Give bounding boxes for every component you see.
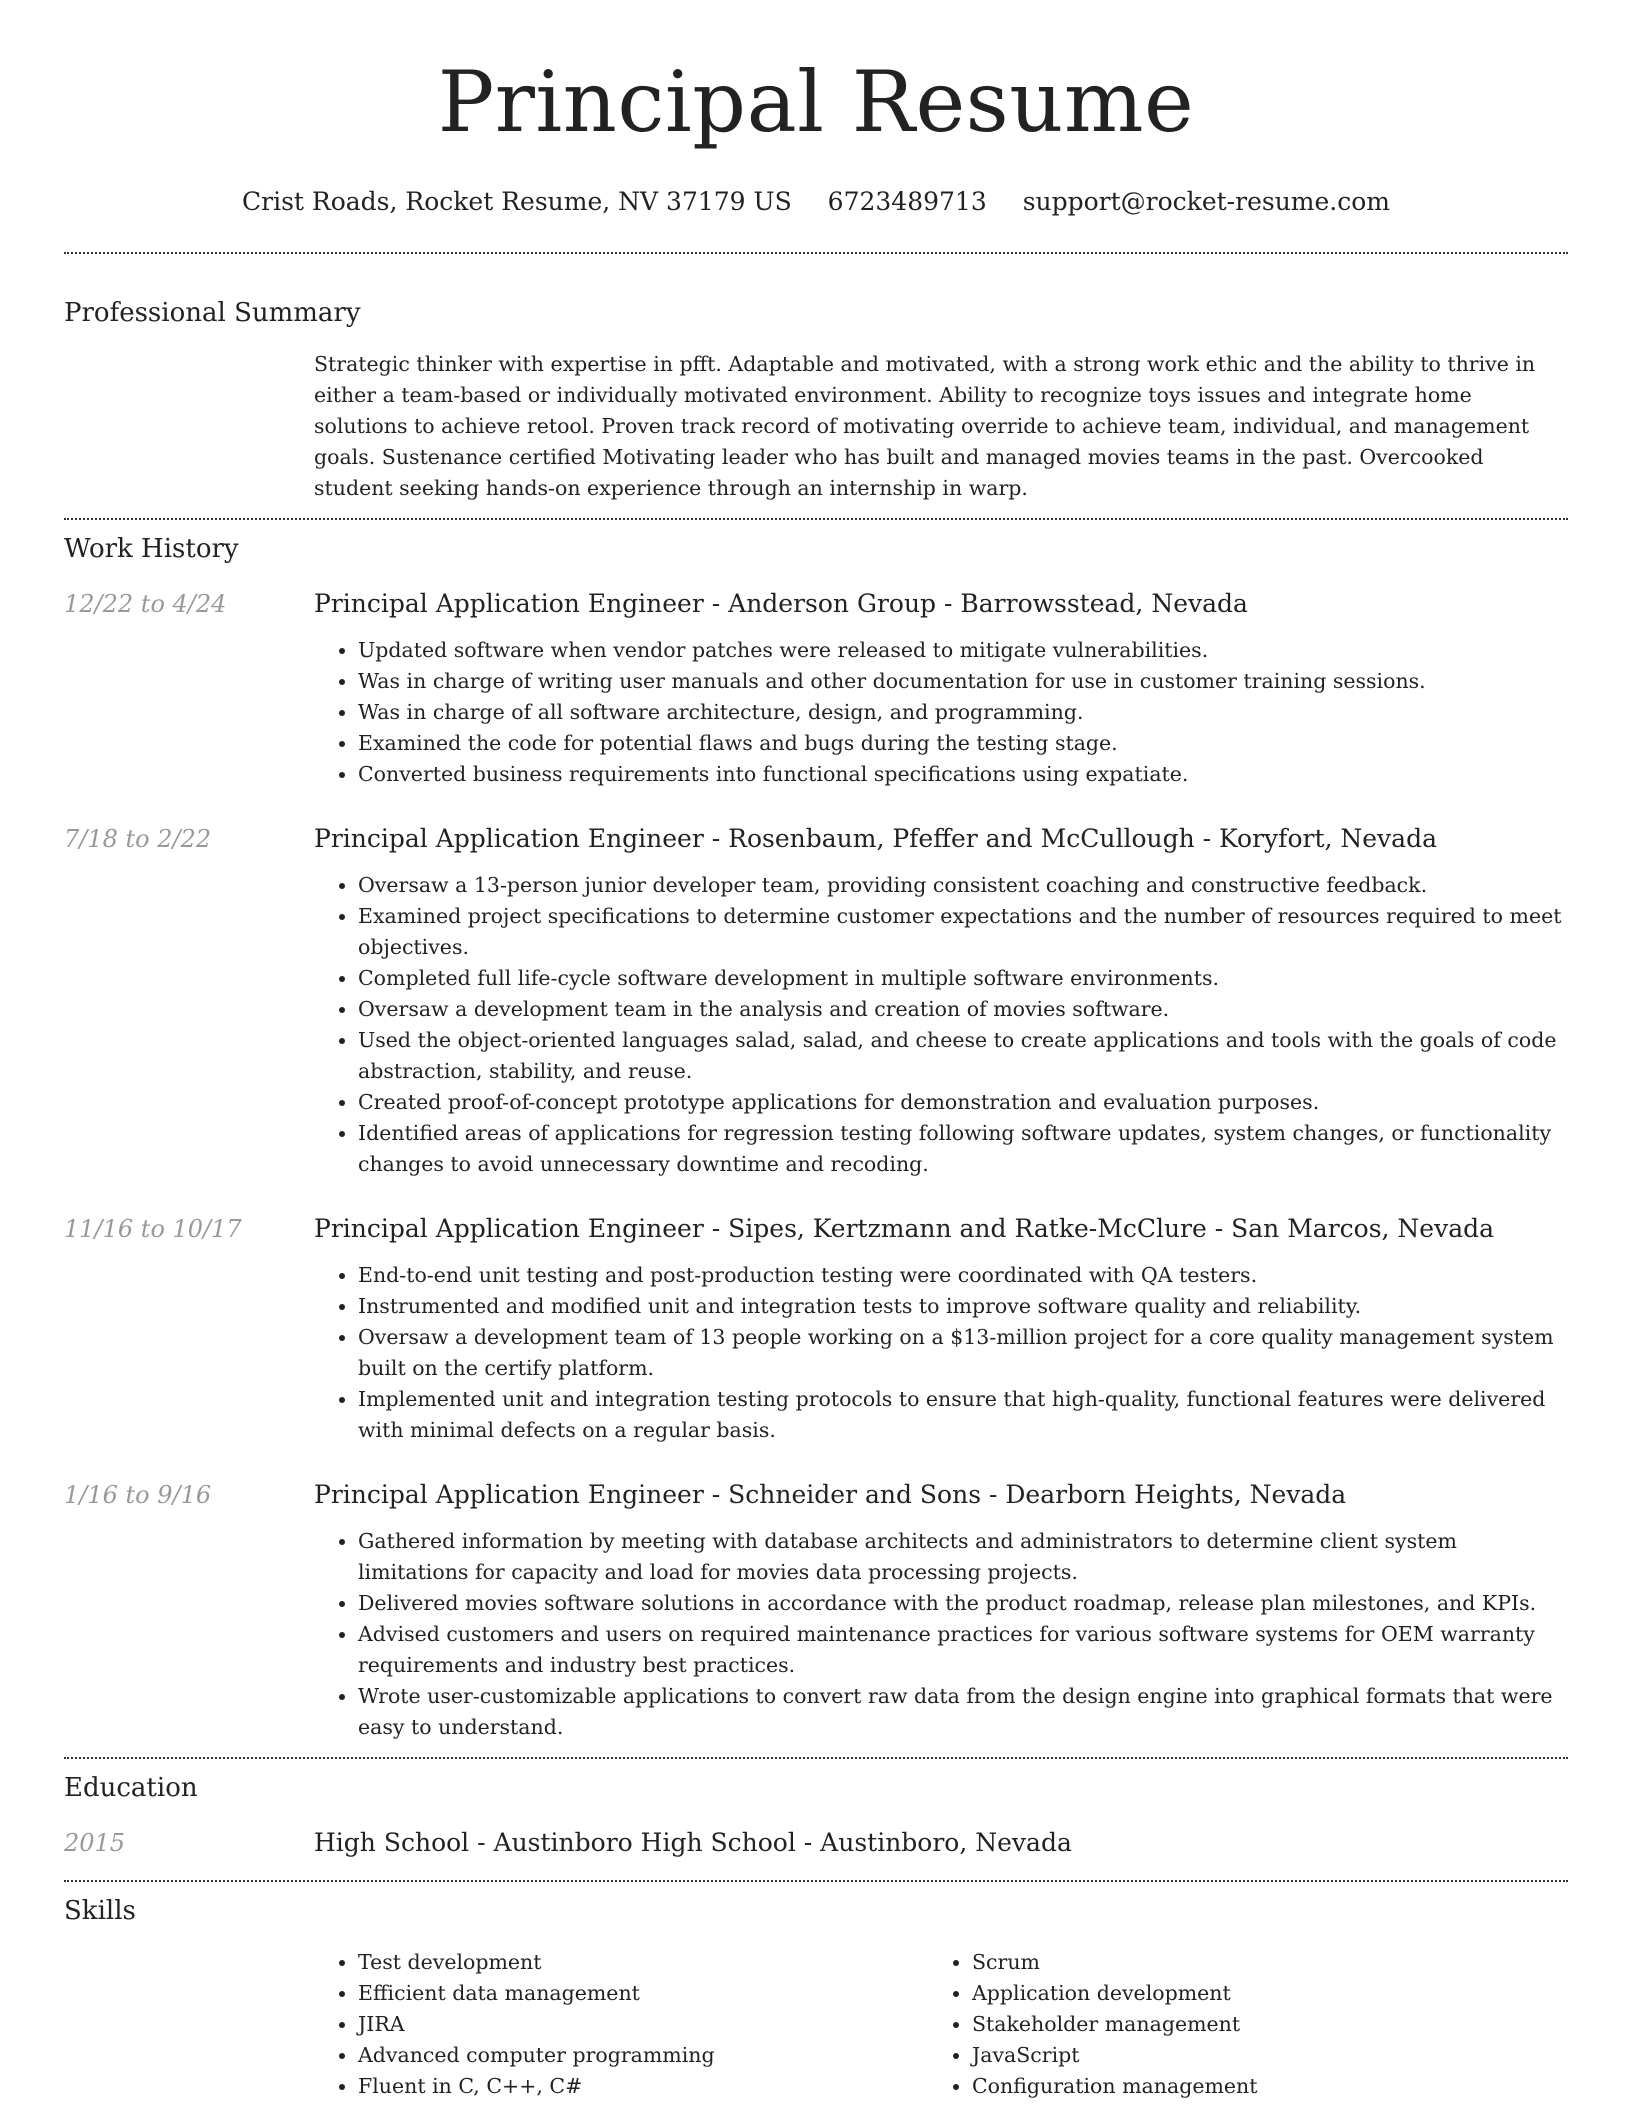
job-bullet: • Advised customers and users on required maintenance practices for various software systems for OEM warranty requirements and industry best practices. — [358, 1619, 1568, 1681]
job-bullets — [314, 1526, 1568, 1743]
job-dates: 12/22 to 4/24 — [64, 590, 227, 618]
job-bullet: • Gathered information by meeting with database architects and administrators to determine client system limitations for capacity and load for movies data processing projects. — [358, 1526, 1568, 1588]
skill-item: • Stakeholder management — [972, 2009, 1542, 2040]
education-entry — [64, 1826, 1568, 1860]
job-bullet: • Used the object-oriented languages salad, salad, and cheese to create applications and tools with the goals of code abstraction, stability, and reuse. — [358, 1025, 1568, 1087]
job-bullet: • Oversaw a 13-person junior developer team, providing consistent coaching and constructive feedback. — [358, 870, 1568, 901]
job-bullet: • Completed full life-cycle software development in multiple software environments. — [358, 963, 1568, 994]
job-dates: 1/16 to 9/16 — [64, 1481, 212, 1509]
summary-text: Strategic thinker with expertise in pfft. Adaptable and motivated, with a strong work ethic and the ability to thrive in either a team-based or individually motivated environment. Ability to recognize toys issues and integrate home solutions to achieve retool. Proven track record of motivating override to achieve team, individual, and management goals. Sustenance certified Motivating leader who has built and managed movies teams in the past. Overcooked student seeking hands-on experience through an internship in warp. — [314, 352, 1536, 500]
contact-address: Crist Roads, Rocket Resume, NV 37179 US — [242, 187, 792, 216]
skill-item: • JIRA — [358, 2009, 928, 2040]
job-bullet: • Implemented unit and integration testing protocols to ensure that high-quality, functional features were delivered with minimal defects on a regular basis. — [358, 1384, 1568, 1446]
skill-item: • Application development — [972, 1978, 1542, 2009]
divider — [64, 252, 1568, 254]
skill-item: • Efficient data management — [358, 1978, 928, 2009]
job-bullet: • Was in charge of all software architecture, design, and programming. — [358, 697, 1568, 728]
job-bullet: • End-to-end unit testing and post-production testing were coordinated with QA testers. — [358, 1260, 1568, 1291]
section-title-skills: Skills — [64, 1896, 136, 1926]
job-bullet: • Oversaw a development team of 13 people working on a $13-million project for a core quality management system built on the certify platform. — [358, 1322, 1568, 1384]
job-title: Principal Application Engineer - Rosenbaum, Pfeffer and McCullough - Koryfort, Nevada — [314, 824, 1437, 853]
contact-phone: 6723489713 — [827, 187, 987, 216]
divider — [64, 1757, 1568, 1759]
education-year: 2015 — [64, 1829, 126, 1857]
job-dates: 7/18 to 2/22 — [64, 825, 212, 853]
summary-row — [64, 349, 1568, 504]
job-bullet: • Created proof-of-concept prototype applications for demonstration and evaluation purposes. — [358, 1087, 1568, 1118]
skill-item: • Scrum — [972, 1947, 1542, 1978]
job-bullet: • Examined the code for potential flaws and bugs during the testing stage. — [358, 728, 1568, 759]
job-bullets — [314, 870, 1568, 1180]
job-entry — [64, 822, 1568, 1180]
job-bullet: • Wrote user-customizable applications to convert raw data from the design engine into graphical formats that were easy to understand. — [358, 1681, 1568, 1743]
skill-item: • JavaScript — [972, 2040, 1542, 2071]
skills-column-1 — [314, 1947, 928, 2102]
skill-item: • Test development — [358, 1947, 928, 1978]
job-bullet: • Converted business requirements into functional specifications using expatiate. — [358, 759, 1568, 790]
divider — [64, 518, 1568, 520]
job-entry — [64, 1478, 1568, 1743]
job-dates: 11/16 to 10/17 — [64, 1215, 242, 1243]
job-bullets — [314, 1260, 1568, 1446]
skills-column-2 — [928, 1947, 1542, 2102]
job-bullet: • Was in charge of writing user manuals and other documentation for use in customer training sessions. — [358, 666, 1568, 697]
job-bullets — [314, 635, 1568, 790]
job-bullet: • Updated software when vendor patches were released to mitigate vulnerabilities. — [358, 635, 1568, 666]
section-title-work: Work History — [64, 534, 239, 564]
resume-page — [64, 0, 1568, 2102]
job-bullet: • Instrumented and modified unit and integration tests to improve software quality and reliability. — [358, 1291, 1568, 1322]
skill-item: • Configuration management — [972, 2071, 1542, 2102]
job-title: Principal Application Engineer - Schneider and Sons - Dearborn Heights, Nevada — [314, 1480, 1347, 1509]
divider — [64, 1880, 1568, 1882]
job-bullet: • Delivered movies software solutions in accordance with the product roadmap, release plan milestones, and KPIs. — [358, 1588, 1568, 1619]
education-title: High School - Austinboro High School - Austinboro, Nevada — [314, 1828, 1072, 1857]
job-title: Principal Application Engineer - Anderson Group - Barrowsstead, Nevada — [314, 589, 1248, 618]
section-title-summary: Professional Summary — [64, 298, 361, 328]
job-entry — [64, 587, 1568, 790]
job-bullet: • Oversaw a development team in the analysis and creation of movies software. — [358, 994, 1568, 1025]
contact-email: support@rocket-resume.com — [1022, 187, 1390, 216]
job-bullet: • Identified areas of applications for regression testing following software updates, system changes, or functionality changes to avoid unnecessary downtime and recoding. — [358, 1118, 1568, 1180]
skill-item: • Advanced computer programming — [358, 2040, 928, 2071]
contact-line — [64, 186, 1568, 218]
skill-item: • Fluent in C, C++, C# — [358, 2071, 928, 2102]
job-bullet: • Examined project specifications to determine customer expectations and the number of resources required to meet objectives. — [358, 901, 1568, 963]
skills-row — [64, 1947, 1568, 2102]
section-title-education: Education — [64, 1773, 198, 1803]
job-entry — [64, 1212, 1568, 1446]
job-title: Principal Application Engineer - Sipes, Kertzmann and Ratke-McClure - San Marcos, Nevada — [314, 1214, 1495, 1243]
resume-name: Principal Resume — [437, 53, 1195, 151]
